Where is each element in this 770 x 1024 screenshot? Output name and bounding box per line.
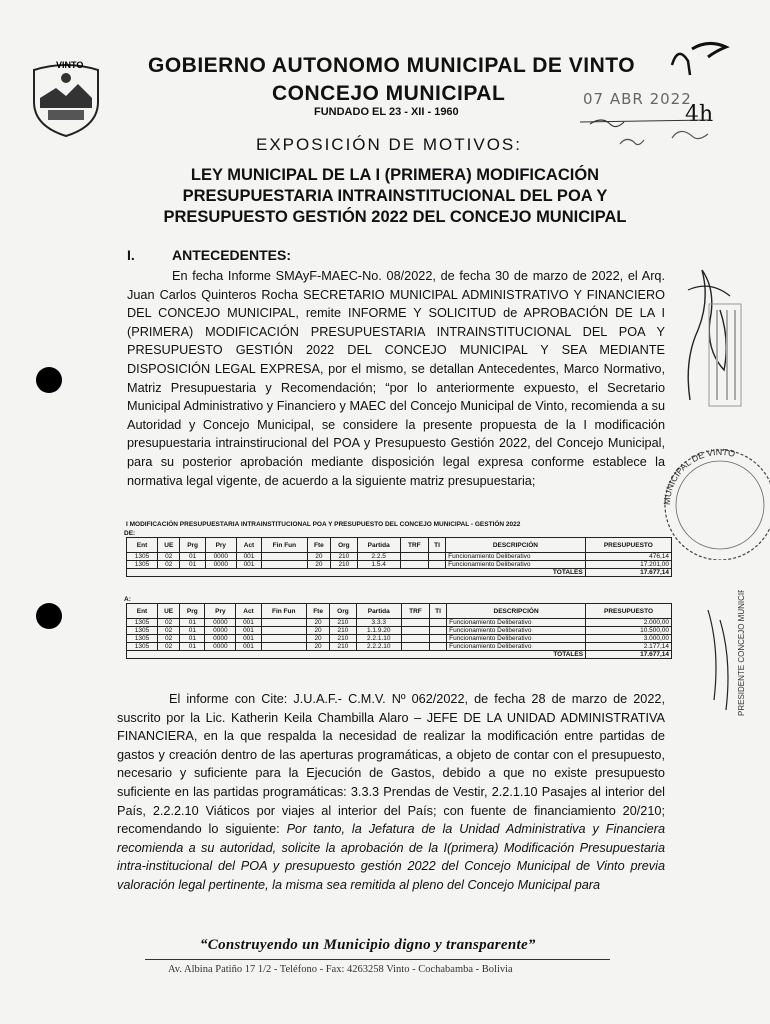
column-header: DESCRIPCIÓN [447,604,586,619]
table-cell [400,553,428,561]
table-cell: 20 [307,553,331,561]
table-cell: 001 [236,553,261,561]
column-header: DESCRIPCIÓN [446,538,586,553]
table-cell: 210 [330,619,356,627]
table-cell: Funcionamiento Deliberativo [446,553,586,561]
column-header: Act [236,604,261,619]
table-header-row [127,538,672,553]
table-cell: 3.000,00 [586,635,672,643]
table-cell: 0000 [205,627,236,635]
column-header: TI [429,604,446,619]
table-cell: 02 [157,627,179,635]
table-cell [261,643,306,651]
table-row [127,561,672,569]
table-cell: Funcionamiento Deliberativo [446,561,586,569]
punch-hole-bottom [36,603,62,629]
table-cell: 3.3.3 [356,619,401,627]
table-cell: 1305 [127,619,158,627]
budget-table-caption: I MODIFICACIÓN PRESUPUESTARIA INTRAINSTITUCIONAL POA Y PRESUPUESTO DEL CONCEJO MUNICIPAL - GESTIÓN 2022 [126,521,521,528]
column-header: UE [157,604,179,619]
corner-handwritten-mark [668,35,733,80]
table-cell: 210 [331,553,357,561]
folio-number: 4h [685,102,714,127]
table-row [127,619,672,627]
table-cell: 10.500,00 [586,627,672,635]
paragraph-2-quote: Por tanto, la Jefatura de la Unidad Administrativa y Financiera recomienda a su autoridad, solicite la aprobación de la I(primera) Modificación Presupuestaria intra-institucional del POA y presupuesto gestión 2022 del Concejo Municipal de Vinto previa valoración legal pertinente, la misma sea remitida al pleno del Concejo Municipal para [117,822,665,892]
column-header: Prg [180,538,205,553]
table-cell: 02 [158,553,180,561]
table-cell: 0000 [205,643,236,651]
section-title: ANTECEDENTES: [172,247,292,263]
table-cell: 001 [236,635,261,643]
column-header: Fin Fun [262,538,307,553]
table-cell [400,561,428,569]
header-title: GOBIERNO AUTONOMO MUNICIPAL DE VINTO [148,54,636,77]
budget-from-table [126,537,672,577]
table-cell [401,619,429,627]
totals-label: TOTALES [127,651,586,659]
table-cell [429,619,446,627]
table-cell: 20 [307,561,331,569]
table-cell: Funcionamiento Deliberativo [447,635,586,643]
footer-divider [145,959,610,960]
table-cell [261,627,306,635]
column-header: Partida [356,604,401,619]
table-header-row [127,604,672,619]
table-cell: 1305 [127,627,158,635]
table-cell: Funcionamiento Deliberativo [447,627,586,635]
table-cell [262,561,307,569]
municipal-logo [26,58,106,138]
table-cell: 1305 [127,643,158,651]
column-header: Org [331,538,357,553]
column-header: Fin Fun [261,604,306,619]
faded-side-stamp [705,300,745,410]
table-cell [401,635,429,643]
totals-value: 17.677,14 [585,569,671,577]
table-cell: 01 [180,619,205,627]
table-cell: 0000 [205,553,236,561]
column-header: TI [428,538,445,553]
header-founded: FUNDADO EL 23 - XII - 1960 [314,106,459,118]
column-header: Ent [127,538,158,553]
table-cell [429,627,446,635]
table-cell: 02 [158,561,180,569]
antecedents-paragraph-2 [117,690,665,895]
table-cell: 1305 [127,553,158,561]
table-cell: 001 [236,561,261,569]
table-cell: 0000 [205,619,236,627]
column-header: Pry [205,604,236,619]
table-cell: 20 [306,619,329,627]
table-row [127,643,672,651]
table-cell: 2.2.5 [357,553,400,561]
antecedents-paragraph-1: En fecha Informe SMAyF-MAEC-No. 08/2022, de fecha 30 de marzo de 2022, el Arq. Juan Carlos Quinteros Rocha SECRETARIO MUNICIPAL ADMINISTRATIVO Y FINANCIERO DEL CONCEJO MUNICIPAL, remite INFORME Y SOLICITUD de APROBACIÓN DE LA I (PRIMERA) MODIFICACIÓN PRESUPUESTARIA INTRAINSTITUCIONAL DEL POA Y PRESUPUESTO GESTIÓN 2022 DEL CONCEJO MUNICIPAL Y SEA MEDIANTE DISPOSICIÓN LEGAL EXPRESA, por el mismo, se detallan Antecedentes, Marco Normativo, Matriz Presupuestaria y Recomendación; “por lo anteriormente expuesto, el Secretario Municipal Administrativo y Financiero y MAEC del Concejo Municipal de Vinto, recomienda a su Autoridad y Concejo Municipal, se considere la presente propuesta de la I modificación presupuestaria intrainstirucional del POA y Presupuesto Gestión 2022, del Concejo Municipal, para su posterior aprobación mediante disposición legal expresa conforme establece la normativa legal vigente, de acuerdo a la siguiente matriz presupuestaria; [127,269,665,488]
table-row [127,635,672,643]
table-cell: 1.1.9.20 [356,627,401,635]
table-cell: 01 [180,553,205,561]
table-cell: 17.201,00 [585,561,671,569]
table-cell [262,553,307,561]
header-subtitle: CONCEJO MUNICIPAL [272,82,506,105]
column-header: Fte [306,604,329,619]
section-number: I. [127,247,135,263]
table-cell: 01 [180,561,205,569]
punch-hole-top [36,367,62,393]
table-cell: Funcionamiento Deliberativo [447,643,586,651]
column-header: TRF [400,538,428,553]
table-cell: 2.000,00 [586,619,672,627]
table-cell: 001 [236,643,261,651]
table-cell [261,619,306,627]
paragraph-2-body: El informe con Cite: J.U.A.F.- C.M.V. Nº 062/2022, de fecha 28 de marzo de 2022, suscrito por la Lic. Katherin Keila Chambilla Alaro – JEFE DE LA UNIDAD ADMINISTRATIVA FINANCIERA, en la que respalda la necesidad de realizar la modificación entre partidas de gastos y creación dentro de las aperturas programáticas, a objeto de contar con el presupuesto, necesario y suficiente para la Ejecución de Gastos, debido a que no existe presupuesto suficiente en las partidas programáticas: 3.3.3 Prendas de Vestir, 2.2.1.10 Pasajes al interior del País, 2.2.2.10 Viáticos por viajes al interior del País; con fuente de financiamiento 20/210; recomendando lo siguiente: [117,692,665,837]
column-header: Act [236,538,261,553]
column-header: Partida [357,538,400,553]
document-heading: EXPOSICIÓN DE MOTIVOS: [256,135,522,154]
footer-address: Av. Albina Patiño 17 1/2 - Teléfono - Fax: 4263258 Vinto - Cochabamba - Bolivia [168,964,513,975]
table-cell: 20 [306,627,329,635]
table-cell [401,627,429,635]
circle-stamp-text: MUNICIPAL DE VINTO [661,446,737,506]
table-cell: 01 [180,635,205,643]
law-title: LEY MUNICIPAL DE LA I (PRIMERA) MODIFICACIÓN PRESUPUESTARIA INTRAINSTITUCIONAL DEL POA Y PRESUPUESTO GESTIÓN 2022 DEL CONCEJO MUNICIPAL [163,166,627,226]
table-row [127,627,672,635]
table-cell [261,635,306,643]
table-cell [428,561,445,569]
column-header: Ent [127,604,158,619]
table-cell: 1.5.4 [357,561,400,569]
municipal-circle-stamp [635,430,770,560]
totals-row [127,651,672,659]
column-header: TRF [401,604,429,619]
table-cell: 2.2.1.10 [356,635,401,643]
column-header: Pry [205,538,236,553]
table-cell: 1305 [127,635,158,643]
footer-motto: “Construyendo un Municipio digno y transparente” [200,937,536,953]
table-cell: 20 [306,643,329,651]
received-date-stamp: 07 ABR 2022 [583,90,692,108]
table-cell [429,643,446,651]
table-cell: 001 [236,627,261,635]
handwritten-initials [580,108,730,158]
totals-value: 17.677,14 [586,651,672,659]
table-cell: 210 [330,627,356,635]
table-cell: 0000 [205,635,236,643]
table-cell: 1305 [127,561,158,569]
table-cell: 02 [157,643,179,651]
from-label: DE: [124,530,136,537]
column-header: UE [158,538,180,553]
table-cell: Funcionamiento Deliberativo [447,619,586,627]
table-cell: 0000 [205,561,236,569]
table-cell [401,643,429,651]
table-cell: 02 [157,635,179,643]
table-cell: 2.177,14 [586,643,672,651]
table-cell: 2.2.2.10 [356,643,401,651]
column-header: PRESUPUESTO [586,604,672,619]
table-cell: 001 [236,619,261,627]
totals-label: TOTALES [127,569,586,577]
table-cell [428,553,445,561]
table-cell: 20 [306,635,329,643]
logo-text: VINTO [56,60,84,70]
totals-row [127,569,672,577]
table-cell [429,635,446,643]
table-cell: 210 [330,643,356,651]
circle-stamp-text-svg [662,447,736,505]
president-stamp-text: PRESIDENTE CONCEJO MUNICIPAL DE VINTO [737,590,746,716]
president-stamp [700,590,765,720]
column-header: Fte [307,538,331,553]
column-header: Prg [180,604,205,619]
table-cell: 210 [330,635,356,643]
table-cell: 01 [180,643,205,651]
table-cell: 02 [157,619,179,627]
to-label: A: [124,596,131,603]
table-cell: 01 [180,627,205,635]
column-header: Org [330,604,356,619]
table-cell: 210 [331,561,357,569]
table-row [127,553,672,561]
budget-to-table [126,603,672,659]
column-header: PRESUPUESTO [585,538,671,553]
table-cell: 476,14 [585,553,671,561]
